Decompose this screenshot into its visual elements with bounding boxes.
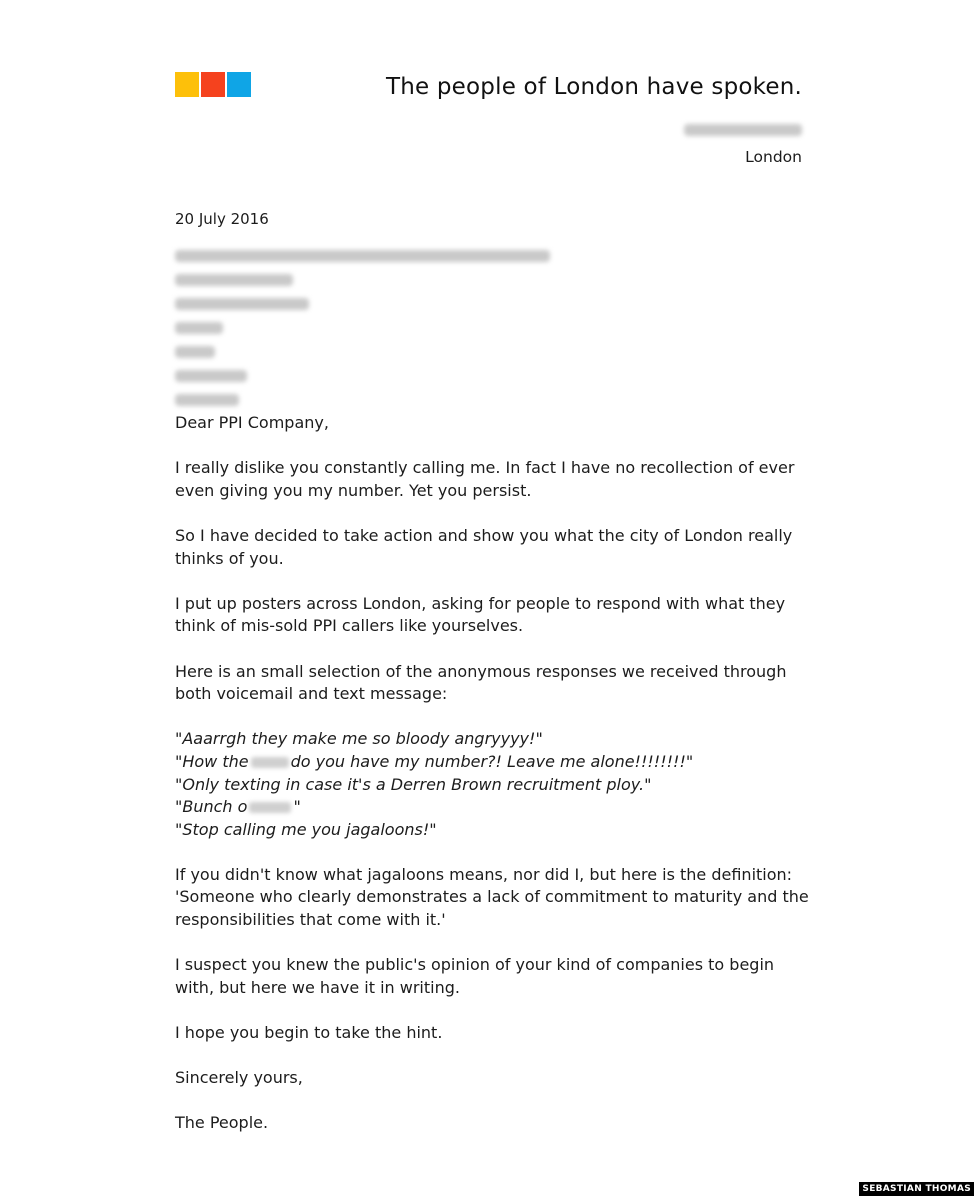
censored-word bbox=[249, 802, 291, 813]
closing: Sincerely yours, bbox=[175, 1068, 303, 1088]
logo-square-yellow bbox=[175, 72, 199, 97]
signature: The People. bbox=[175, 1113, 269, 1133]
redacted-line bbox=[175, 370, 247, 382]
quote: "Bunch o " bbox=[175, 797, 301, 817]
logo-square-red bbox=[201, 72, 225, 97]
brand-logo bbox=[175, 72, 251, 97]
redacted-line bbox=[175, 394, 239, 406]
recipient-address-redacted bbox=[175, 250, 550, 418]
letter-body bbox=[175, 412, 815, 1158]
letter-date: 20 July 2016 bbox=[175, 210, 269, 228]
paragraph: I really dislike you constantly calling me. In fact I have no recollection of ever even giving you my number. Yet you persist. bbox=[175, 458, 795, 500]
paragraph: I suspect you knew the public's opinion of your kind of companies to begin with, but here we have it in writing. bbox=[175, 955, 775, 997]
quote: "How the do you have my number?! Leave me alone!!!!!!!!" bbox=[175, 751, 694, 771]
quote: "Stop calling me you jagaloons!" bbox=[175, 819, 437, 839]
paragraph: So I have decided to take action and show you what the city of London really thinks of you. bbox=[175, 525, 793, 568]
paragraph: I hope you begin to take the hint. bbox=[175, 1023, 443, 1043]
redacted-line bbox=[175, 322, 223, 334]
redacted-line bbox=[175, 346, 215, 358]
quotes-list bbox=[175, 728, 815, 841]
redacted-phone bbox=[684, 124, 802, 136]
redacted-line bbox=[175, 274, 293, 286]
letter-headline: The people of London have spoken. bbox=[386, 74, 802, 100]
quote: "Aaarrgh they make me so bloody angryyyy!" bbox=[175, 729, 543, 749]
paragraph: If you didn't know what jagaloons means, nor did I, but here is the definition: 'Someone who clearly demonstrates a lack of commitment to maturity and the responsibilities that come with it.' bbox=[175, 864, 809, 930]
redacted-line bbox=[175, 250, 550, 262]
paragraph: I put up posters across London, asking for people to respond with what they think of mis-sold PPI callers like yourselves. bbox=[175, 593, 786, 636]
censored-word bbox=[251, 757, 289, 768]
sender-address bbox=[684, 124, 802, 166]
photo-credit: SEBASTIAN THOMAS bbox=[859, 1182, 974, 1196]
salutation: Dear PPI Company, bbox=[175, 413, 329, 432]
quote: "Only texting in case it's a Derren Brown recruitment ploy." bbox=[175, 774, 652, 794]
redacted-line bbox=[175, 298, 309, 310]
paragraph: Here is an small selection of the anonymous responses we received through both voicemail and text message: bbox=[175, 661, 787, 704]
sender-city: London bbox=[745, 148, 802, 166]
logo-square-blue bbox=[227, 72, 251, 97]
